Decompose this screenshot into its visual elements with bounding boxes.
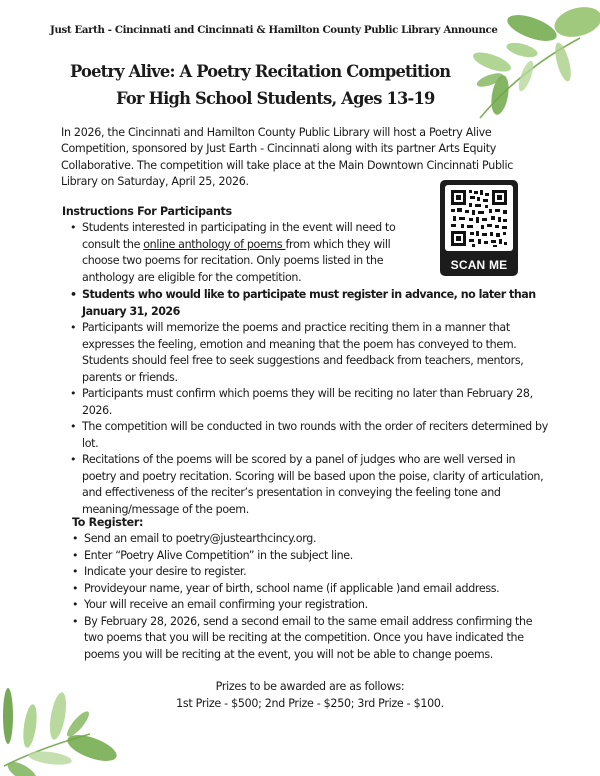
list-item: • Indicate your desire to register. [72, 564, 552, 581]
register-heading: To Register: [72, 516, 144, 529]
instructions-list-top [70, 220, 420, 286]
announce-line: Just Earth - Cincinnati and Cincinnati & Hamilton County Public Library Announce [50, 24, 498, 36]
list-item: • The competition will be conducted in two rounds with the order of reciters determined by lot. [70, 419, 550, 452]
list-item: • Your will receive an email confirming your registration. [72, 597, 552, 614]
leaf-branch-icon [460, 0, 600, 120]
list-item: • By February 28, 2026, send a second email to the same email address confirming the two poems that you will be reciting at the competition. Once you have indicated the poems you will be reciting at the event, you will not be able to change poems. [72, 614, 552, 664]
prizes-line: 1st Prize - $500; 2nd Prize - $250; 3rd Prize - $100. [176, 697, 444, 710]
list-item: • Enter “Poetry Alive Competition” in the subject line. [72, 548, 552, 565]
page-subtitle: For High School Students, Ages 13-19 [116, 89, 435, 108]
list-item: • Participants will memorize the poems and practice reciting them in a manner that expresses the feeling, emotion and meaning that the poem has conveyed to them. Students should feel free to seek suggestions and feedback from teachers, mentors, parents or friends. [70, 320, 550, 386]
list-item: • Students interested in participating in the event will need to consult the online anthology of poems from which they will choose two poems for recitation. Only poems listed in the anthology are eligible for the competition. [70, 220, 420, 286]
qr-code-card[interactable] [440, 180, 518, 276]
list-item: • Provideyour name, year of birth, school name (if applicable )and email address. [72, 581, 552, 598]
intro-paragraph: In 2026, the Cincinnati and Hamilton County Public Library will host a Poetry Alive Competition, sponsored by Just Earth - Cincinnati along with its partner Arts Equity Collaborative. The competition will take place at the Main Downtown Cincinnati Public Library on Saturday, April 25, 2026. [61, 126, 514, 189]
qr-code-icon [445, 185, 513, 251]
prizes-heading: Prizes to be awarded are as follows: [215, 680, 405, 693]
list-item: • Recitations of the poems will be scored by a panel of judges who are well versed in poetry and poetry recitation. Scoring will be based upon the poise, clarity of articulation, and effectiveness of the reciter’s presentation in conveying the feeling tone and meaning/message of the poem. [70, 452, 550, 518]
instructions-heading: Instructions For Participants [62, 205, 232, 218]
register-list [72, 531, 552, 663]
list-item: • Students who would like to participate must register in advance, no later than January 31, 2026 [70, 287, 550, 320]
list-item: • Send an email to poetry@justearthcincy.org. [72, 531, 552, 548]
anthology-link[interactable]: online anthology of poems [143, 237, 286, 251]
page-title: Poetry Alive: A Poetry Recitation Competition [70, 62, 451, 81]
leaf-branch-icon [0, 676, 120, 776]
scan-me-label: SCAN ME [450, 258, 508, 272]
list-item: • Participants must confirm which poems they will be reciting no later than February 28, 2026. [70, 386, 550, 419]
instructions-list [70, 287, 550, 518]
